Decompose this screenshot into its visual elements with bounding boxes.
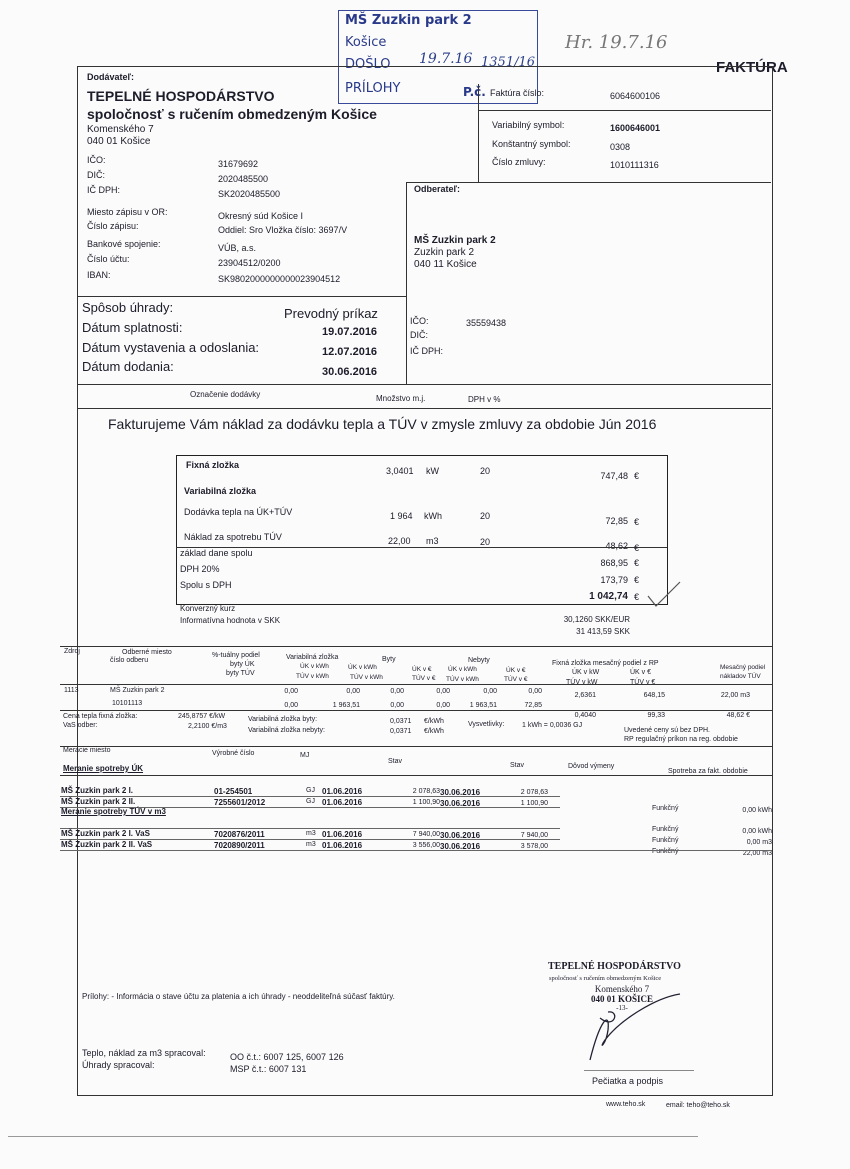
meter-place: MŠ Zuzkin park 2 II. [61, 797, 136, 806]
detail-h-var1: Variabilná zložka [286, 654, 339, 661]
due-date: 19.07.2016 [322, 326, 378, 338]
meter-consumption: 0,00 kWh [742, 807, 772, 814]
meter-serial: 7020876/2011 [214, 830, 265, 839]
payment-method: Prevodný príkaz [284, 306, 378, 321]
detail-h-uk2: ÚK v € [506, 667, 526, 674]
meter-consumption: 0,00 kWh [742, 828, 772, 835]
detail-cell: 72,85 [524, 702, 542, 709]
vas-value: 2,2100 €/m3 [188, 723, 227, 730]
invoice-field-label: Konštantný symbol: [492, 139, 571, 149]
rate-label: Konverzný kurz [180, 604, 236, 613]
detail-cell: 0,00 [284, 702, 298, 709]
meter-value-1: 3 556,00 [412, 842, 440, 849]
detail-h-pct3: byty TÚV [226, 670, 255, 677]
customer-ico: 35559438 [466, 318, 507, 328]
heat-currency: € [634, 517, 640, 527]
divider-v1 [478, 84, 479, 182]
detail-cell: 0,00 [483, 688, 497, 695]
base-label: základ dane spolu [180, 548, 253, 558]
document-title: FAKTÚRA [716, 59, 788, 76]
customer-icdph-label: IČ DPH: [410, 346, 444, 356]
supplier-city: 040 01 Košice [87, 136, 151, 147]
footer-web[interactable]: www.teho.sk [606, 1101, 646, 1108]
fixed-label: Fixná zložka [186, 460, 240, 470]
processing-1-label: Teplo, náklad za m3 spracoval: [82, 1048, 206, 1058]
detail-row-name: MŠ Zuzkin park 2 [110, 687, 165, 694]
items-header-qty: Množstvo m.j. [376, 394, 426, 403]
explanation-label: Vysvetlivky: [468, 721, 505, 728]
tuv-label: Náklad za spotrebu TÚV [184, 532, 282, 542]
vas-label: VaS odber: [63, 722, 98, 729]
customer-street: Zuzkin park 2 [414, 247, 475, 258]
delivery-date: 30.06.2016 [322, 366, 378, 378]
processing-1-value: OO č.t.: 6007 125, 6007 126 [230, 1052, 344, 1062]
detail-cell: 22,00 m3 [720, 692, 750, 699]
supplier-field-value: 2020485500 [218, 174, 269, 184]
stamp-line-2: Košice [345, 35, 387, 50]
issue-date-label: Dátum vystavenia a odoslania: [82, 340, 260, 355]
var-byty-value: 0,0371 [390, 718, 412, 725]
detail-h-fix3: TÚV v kW [566, 679, 598, 686]
detail-h-fix1: Fixná zložka mesačný podiel z RP [552, 660, 659, 667]
invoice-field-label: Variabilný symbol: [492, 120, 565, 130]
vat-label: DPH 20% [180, 564, 220, 574]
divider-h4 [77, 384, 771, 385]
detail-cell: 2,6361 [574, 692, 596, 699]
meter-date-2: 30.06.2016 [440, 788, 481, 797]
supplier-name-1: TEPELNÉ HOSPODÁRSTVO [87, 88, 275, 104]
divider-h2 [406, 182, 771, 183]
detail-h-mes1: Mesačný podiel [720, 664, 766, 671]
detail-h-fix4: ÚK v € [630, 669, 652, 676]
rate-value: 30,1260 SKK/EUR [563, 615, 630, 624]
meters-section-uk: Meranie spotreby ÚK [63, 764, 144, 773]
stamp-number-handwritten: 1351/16 [481, 55, 536, 70]
supplier-field-label: Miesto zápisu v OR: [87, 207, 168, 217]
detail-h-zdroj: Zdroj [64, 648, 80, 655]
meter-place: MŠ Zuzkin park 2 I. [61, 786, 134, 795]
meter-date-1: 01.06.2016 [322, 787, 363, 796]
meter-row-line [60, 850, 772, 851]
var-byty-label: Variabilná zložka byty: [248, 716, 318, 723]
delivery-date-label: Dátum dodania: [82, 359, 174, 374]
heat-vat: 20 [480, 511, 491, 521]
skk-value: 31 413,59 SKK [576, 627, 630, 636]
stamp-signature-label: Pečiatka a podpis [592, 1076, 664, 1086]
supplier-field-label: Číslo zápisu: [87, 221, 139, 231]
fixed-currency: € [634, 471, 640, 481]
fixed-qty: 3,0401 [386, 466, 414, 476]
meter-status: Funkčný [652, 837, 679, 844]
meter-value-1: 7 940,00 [412, 831, 440, 838]
var-nebyty-label: Variabilná zložka nebyty: [248, 727, 325, 734]
footer-email[interactable]: email: teho@teho.sk [666, 1102, 730, 1109]
meter-status: Funkčný [652, 805, 679, 812]
meters-h-place: Meracie miesto [63, 747, 111, 754]
detail-h-tuveur: TÚV v € [412, 675, 436, 682]
detail-h-fix2: ÚK v kW [572, 669, 600, 676]
supplier-field-value: SK2020485500 [218, 189, 281, 199]
meter-consumption: 22,00 m3 [742, 850, 772, 857]
processing-2-label: Úhrady spracoval: [82, 1060, 155, 1070]
tuv-unit: m3 [426, 536, 439, 546]
detail-h-byty3: TÚV v kWh [350, 674, 383, 681]
stamp-date-handwritten: 19.7.16 [419, 51, 473, 67]
invoice-field-value: 1010111316 [610, 160, 659, 170]
handwritten-date-top: Hr. 19.7.16 [565, 32, 668, 53]
heat-label: Dodávka tepla na ÚK+TÚV [184, 507, 293, 517]
detail-row-src: 1113 [64, 687, 79, 694]
detail-h-odber2: číslo odberu [110, 657, 149, 664]
base-amount: 868,95 [600, 558, 628, 568]
meters-h-consumption: Spotreba za fakt. obdobie [668, 768, 748, 775]
attachments-note: Prílohy: - Informácia o stave účtu za platenia a ich úhrady - neoddeliteľná súčasť faktúry. [82, 992, 395, 1001]
detail-h-var2: ÚK v kWh [300, 663, 329, 670]
total-label: Spolu s DPH [180, 580, 232, 590]
divider-v2 [406, 182, 407, 385]
variable-label: Variabilná zložka [184, 486, 257, 496]
meter-value-2: 2 078,63 [520, 789, 548, 796]
invoice-field-label: Číslo zmluvy: [492, 157, 546, 167]
detail-cell: 0,4040 [574, 712, 596, 719]
detail-cell: 48,62 € [726, 712, 750, 719]
supplier-field-value: Oddiel: Sro Vložka číslo: 3697/V [218, 225, 348, 235]
meter-status: Funkčný [652, 826, 679, 833]
fixed-unit: kW [426, 466, 439, 476]
customer-name: MŠ Zuzkin park 2 [414, 235, 496, 246]
vat-amount: 173,79 [600, 575, 628, 585]
detail-h-byty2: ÚK v kWh [348, 664, 377, 671]
var-nebyty-value: 0,0371 [390, 728, 412, 735]
signature-icon [560, 990, 690, 1070]
meter-value-2: 1 100,90 [520, 800, 548, 807]
detail-h-mes2: nákladov TÚV [720, 673, 761, 680]
meters-section-tuv: Meranie spotreby TÚV v m3 [61, 807, 166, 816]
supplier-field-value: VÚB, a.s. [218, 243, 257, 253]
detail-h-byty1: Byty [382, 656, 396, 663]
invoice-intro: Fakturujeme Vám náklad za dodávku tepla a TÚV v zmysle zmluvy za obdobie Jún 2016 [108, 416, 657, 432]
var-byty-unit: €/kWh [424, 718, 444, 725]
detail-h-nebyty1: Nebyty [468, 657, 490, 664]
detail-cell: 1 963,51 [469, 702, 497, 709]
detail-row-num: 10101113 [112, 700, 143, 707]
divider-h3 [77, 296, 406, 297]
tuv-qty: 22,00 [388, 536, 411, 546]
supplier-field-label: DIČ: [87, 170, 105, 180]
price-fixed-label: Cena tepla fixná zložka: [63, 713, 138, 720]
price-fixed-value: 245,8757 €/kW [178, 713, 226, 720]
meter-date-2: 30.06.2016 [440, 842, 481, 851]
divider-h1 [478, 110, 771, 111]
note-1: Uvedené ceny sú bez DPH. [624, 727, 710, 734]
meter-date-1: 01.06.2016 [322, 798, 363, 807]
meters-h-serial: Výrobné číslo [212, 750, 255, 757]
meter-date-1: 01.06.2016 [322, 830, 363, 839]
seal-line-4: 040 01 KOŠICE [590, 994, 653, 1004]
meters-h-reason: Dôvod výmeny [568, 763, 615, 770]
meter-status: Funkčný [652, 848, 679, 855]
supplier-field-value: 31679692 [218, 159, 259, 169]
supplier-field-label: Číslo účtu: [87, 254, 130, 264]
detail-cell: 99,33 [647, 712, 665, 719]
supplier-street: Komenského 7 [87, 124, 154, 135]
meter-serial: 7255601/2012 [214, 798, 266, 807]
note-2: RP regulačný príkon na reg. obdobie [624, 736, 738, 743]
detail-h-tuv2: TÚV v € [504, 676, 528, 683]
meter-unit: m3 [306, 830, 316, 837]
heat-qty: 1 964 [390, 511, 413, 521]
checkmark-icon [644, 580, 684, 610]
items-header-vat: DPH v % [468, 395, 501, 404]
stamp-line-4: PRÍLOHY [345, 81, 401, 96]
explanation-value: 1 kWh = 0,0036 GJ [522, 722, 583, 729]
supplier-name-2: spoločnosť s ručením obmedzeným Košice [87, 106, 377, 122]
customer-dic-label: DIČ: [410, 330, 428, 340]
meter-value-2: 7 940,00 [520, 832, 548, 839]
payment-method-label: Spôsob úhrady: [82, 300, 174, 315]
invoice-field-value: 1600646001 [610, 123, 661, 133]
stamp-po-handwritten: P.č. [463, 85, 486, 99]
due-date-label: Dátum splatnosti: [82, 320, 183, 335]
tuv-currency: € [634, 543, 640, 553]
meters-h-mj: MJ [300, 752, 310, 759]
detail-cell: 0,00 [436, 702, 450, 709]
processing-2-value: MSP č.t.: 6007 131 [230, 1064, 307, 1074]
detail-cell: 0,00 [528, 688, 542, 695]
customer-city: 040 11 Košice [414, 259, 477, 270]
supplier-field-label: IČO: [87, 155, 106, 165]
detail-h-nebyty2: ÚK v kWh [448, 666, 477, 673]
total-amount: 1 042,74 [589, 591, 628, 602]
detail-header-line [60, 684, 772, 685]
fixed-vat: 20 [480, 466, 491, 476]
meters-h-stav2: Stav [510, 762, 525, 769]
vat-currency: € [634, 575, 640, 585]
detail-cell: 1 963,51 [332, 702, 360, 709]
heat-unit: kWh [424, 511, 442, 521]
detail-h-var3: TÚV v kWh [296, 673, 329, 680]
seal-line-3: Komenského 7 [594, 984, 650, 994]
stamp-line-3: DOŠLO [345, 57, 391, 72]
heat-amount: 72,85 [605, 516, 628, 526]
supplier-field-value: Okresný súd Košice I [218, 211, 304, 221]
meter-value-1: 2 078,63 [412, 788, 440, 795]
var-nebyty-unit: €/kWh [424, 728, 444, 735]
meter-serial: 7020890/2011 [214, 841, 265, 850]
detail-h-pct1: %-tuálny podiel [212, 652, 260, 659]
customer-heading: Odberateľ: [414, 184, 460, 194]
detail-cell: 648,15 [643, 692, 665, 699]
meter-value-1: 1 100,90 [412, 799, 440, 806]
meter-value-2: 3 578,00 [520, 843, 548, 850]
detail-cell: 0,00 [390, 702, 404, 709]
detail-h-ukeur: ÚK v € [412, 666, 432, 673]
fixed-amount: 747,48 [600, 471, 628, 481]
skk-label: Informatívna hodnota v SKK [180, 616, 281, 625]
meters-h-stav: Stav [388, 758, 403, 765]
detail-h-odber1: Odberné miesto [122, 649, 172, 656]
total-currency: € [634, 592, 640, 602]
stamp-line-1: MŠ Zuzkin park 2 [345, 13, 472, 28]
seal-line-1: TEPELNÉ HOSPODÁRSTVO [548, 961, 681, 972]
detail-row-line [60, 710, 772, 711]
seal-line-2: spoločnosť s ručením obmedzeným Košice [549, 975, 662, 982]
invoice-field-value: 0308 [610, 142, 631, 152]
detail-cell: 0,00 [390, 688, 404, 695]
detail-h-fix5: TÚV v € [630, 679, 656, 686]
meters-top-line [60, 746, 772, 747]
supplier-heading: Dodávateľ: [87, 72, 134, 82]
detail-cell: 0,00 [436, 688, 450, 695]
meter-unit: m3 [306, 841, 316, 848]
tuv-amount: 48,62 [605, 541, 628, 551]
meter-date-2: 30.06.2016 [440, 799, 481, 808]
detail-top-line [60, 646, 772, 647]
invoice-field-value: 6064600106 [610, 91, 661, 101]
detail-h-nebyty3: TÚV v kWh [446, 676, 479, 683]
meter-consumption: 0,00 m3 [746, 839, 772, 846]
invoice-field-label: Faktúra číslo: [490, 88, 545, 98]
base-currency: € [634, 558, 640, 568]
customer-ico-label: IČO: [410, 316, 429, 326]
divider-h5 [77, 408, 771, 409]
meter-unit: GJ [306, 798, 315, 805]
supplier-field-label: IBAN: [87, 270, 111, 280]
detail-cell: 0,00 [346, 688, 360, 695]
supplier-field-label: Bankové spojenie: [87, 239, 161, 249]
meter-place: MŠ Zuzkin park 2 I. VaS [61, 829, 150, 838]
items-header-label: Označenie dodávky [190, 390, 261, 399]
bottom-scan-line [8, 1136, 698, 1137]
meter-date-2: 30.06.2016 [440, 831, 481, 840]
supplier-field-value: SK9802000000000023904512 [218, 274, 341, 284]
seal-line-5: -13- [616, 1004, 628, 1012]
meter-unit: GJ [306, 787, 315, 794]
meter-place: MŠ Zuzkin park 2 II. VaS [61, 840, 153, 849]
meters-header-line [60, 775, 772, 776]
detail-h-pct2: byty ÚK [230, 661, 255, 668]
meter-serial: 01-254501 [214, 787, 253, 796]
tuv-vat: 20 [480, 537, 491, 547]
detail-cell: 0,00 [284, 688, 298, 695]
signature-line [584, 1070, 694, 1071]
issue-date: 12.07.2016 [322, 346, 378, 358]
supplier-field-label: IČ DPH: [87, 185, 121, 195]
meter-date-1: 01.06.2016 [322, 841, 363, 850]
supplier-field-value: 23904512/0200 [218, 258, 281, 268]
